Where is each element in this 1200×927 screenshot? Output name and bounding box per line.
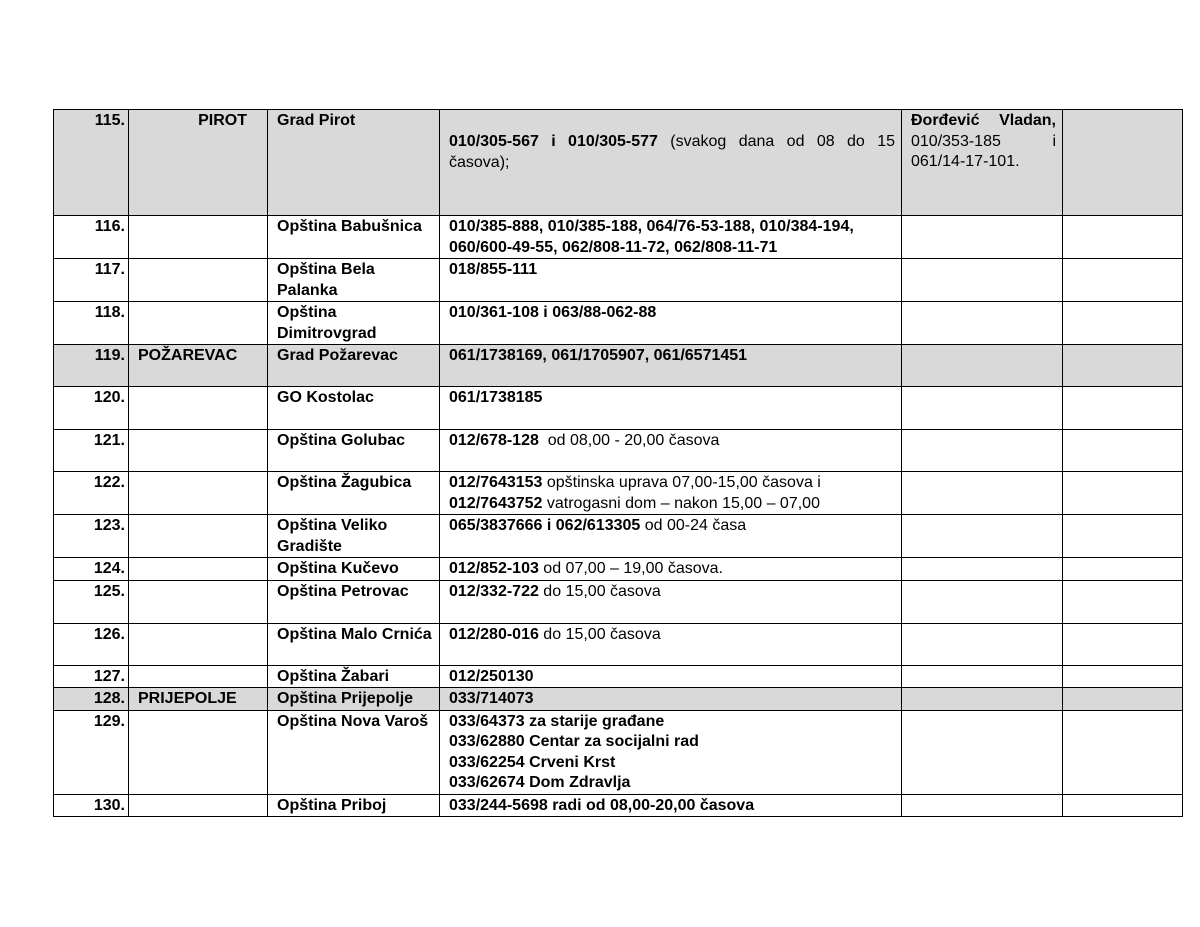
phone-cell [440,623,902,665]
phone-cell [440,665,902,688]
phone-number: 012/7643153 [449,474,543,491]
district-name [129,623,268,665]
phone-number: 061/1738169, 061/1705907, 061/6571451 [449,347,748,364]
phone-number: 012/280-016 [449,625,539,643]
table-row [54,387,1183,430]
district-name [129,302,268,345]
phone-cell [440,794,902,817]
table-row [54,558,1183,581]
contacts-table [53,109,1183,817]
table-row [54,430,1183,472]
empty-cell [1063,515,1183,558]
municipality-name: Opština Prijepolje [268,688,440,711]
phone-note: od 07,00 – 19,00 časova. [538,560,723,577]
phone-number: 010/305-567 i 010/305-577 [449,133,658,150]
row-number: 124. [54,558,129,581]
district-name [129,472,268,515]
phone-cell [440,688,902,711]
municipality-name: Opština Dimitrovgrad [268,302,440,345]
district-name [129,216,268,259]
phone-number: 033/62254 Crveni Krst [449,753,616,771]
empty-cell [902,558,1063,581]
district-name [129,387,268,430]
empty-cell [902,794,1063,817]
contact-person-phone: 010/353-185 i 061/14-17-101. [911,132,1056,170]
phone-cell [440,345,902,387]
table-row [54,216,1183,259]
municipality-name: Grad Pirot [268,110,440,216]
empty-cell [1063,710,1183,794]
empty-cell [902,623,1063,665]
empty-cell [902,345,1063,387]
phone-cell [440,580,902,623]
phone-cell [440,430,902,472]
district-name: PIROT [129,110,268,216]
empty-cell [1063,794,1183,817]
phone-number: 033/64373 za starije građane [449,712,665,730]
phone-number: 061/1738185 [449,389,543,406]
phone-number: 010/385-888, 010/385-188, 064/76-53-188, 010/384-194, 060/600-49-55, 062/808-11-72, 062/808-11-71 [449,218,854,256]
row-number: 129. [54,710,129,794]
empty-cell [1063,688,1183,711]
phone-cell [440,558,902,581]
district-name [129,710,268,794]
empty-cell [1063,302,1183,345]
phone-number: 065/3837666 i 062/613305 [449,517,641,534]
district-name [129,665,268,688]
phone-cell [440,515,902,558]
row-number: 122. [54,472,129,515]
empty-cell [1063,110,1183,216]
phone-note: od 00-24 časa [640,517,747,534]
table-row [54,472,1183,515]
district-name [129,430,268,472]
phone-cell [440,110,902,216]
municipality-name: Opština Žagubica [268,472,440,515]
row-number: 115. [54,110,129,216]
municipality-name: Opština Priboj [268,794,440,817]
row-number: 119. [54,345,129,387]
phone-number: 012/7643752 [449,494,543,512]
phone-note: vatrogasni dom – nakon 15,00 – 07,00 [542,494,820,512]
phone-number: 012/852-103 [449,560,539,577]
row-number: 120. [54,387,129,430]
empty-cell [1063,665,1183,688]
empty-cell [902,430,1063,472]
phone-number: 012/678-128 [449,432,539,449]
empty-cell [902,472,1063,515]
empty-cell [902,259,1063,302]
row-number: 118. [54,302,129,345]
phone-number: 012/250130 [449,667,534,685]
municipality-name: Opština Bela Palanka [268,259,440,302]
municipality-name: Opština Petrovac [268,580,440,623]
empty-cell [902,515,1063,558]
municipality-name: Opština Malo Crnića [268,623,440,665]
table-row [54,515,1183,558]
empty-cell [1063,345,1183,387]
phone-cell [440,472,902,515]
phone-number: 018/855-111 [449,261,538,278]
empty-cell [902,580,1063,623]
phone-note: od 08,00 - 20,00 časova [538,432,720,449]
empty-cell [902,665,1063,688]
municipality-name: GO Kostolac [268,387,440,430]
table-row [54,259,1183,302]
phone-cell [440,302,902,345]
empty-cell [902,387,1063,430]
empty-cell [1063,558,1183,581]
phone-cell [440,710,902,794]
phone-number: 033/62880 Centar za socijalni rad [449,733,699,750]
municipality-name: Opština Nova Varoš [268,710,440,794]
empty-cell [902,302,1063,345]
contact-person-name: Đorđević Vladan, [911,112,1056,129]
table-row [54,688,1183,711]
table-row [54,794,1183,817]
table-row [54,623,1183,665]
phone-cell [440,259,902,302]
row-number: 127. [54,665,129,688]
municipality-name: Opština Veliko Gradište [268,515,440,558]
empty-cell [1063,623,1183,665]
district-name: POŽAREVAC [129,345,268,387]
phone-number: 033/244-5698 radi od 08,00-20,00 časova [449,796,755,814]
empty-cell [1063,216,1183,259]
municipality-name: Opština Kučevo [268,558,440,581]
row-number: 121. [54,430,129,472]
empty-cell [1063,580,1183,623]
phone-number: 033/62674 Dom Zdravlja [449,774,631,791]
empty-cell [1063,259,1183,302]
district-name [129,515,268,558]
row-number: 130. [54,794,129,817]
row-number: 116. [54,216,129,259]
district-name: PRIJEPOLJE [129,688,268,711]
row-number: 125. [54,580,129,623]
empty-cell [1063,387,1183,430]
phone-cell [440,216,902,259]
table-row [54,710,1183,794]
phone-note: do 15,00 časova [538,625,661,643]
table-row [54,345,1183,387]
district-name [129,558,268,581]
district-name [129,259,268,302]
phone-number: 012/332-722 [449,582,539,600]
row-number: 117. [54,259,129,302]
row-number: 128. [54,688,129,711]
table-row [54,302,1183,345]
municipality-name: Opština Žabari [268,665,440,688]
phone-cell [440,387,902,430]
phone-number: 010/361-108 i 063/88-062-88 [449,304,657,321]
contact-person-cell [902,110,1063,216]
phone-number: 033/714073 [449,690,534,707]
empty-cell [902,710,1063,794]
district-name [129,794,268,817]
empty-cell [1063,472,1183,515]
empty-cell [902,216,1063,259]
phone-note: (svakog dana od 08 do 15 časova); [449,133,895,171]
municipality-name: Opština Golubac [268,430,440,472]
table-row [54,110,1183,216]
municipality-name: Grad Požarevac [268,345,440,387]
phone-note: opštinska uprava 07,00-15,00 časova i [542,474,821,491]
row-number: 123. [54,515,129,558]
municipality-name: Opština Babušnica [268,216,440,259]
empty-cell [902,688,1063,711]
phone-note: do 15,00 časova [538,582,661,600]
empty-cell [1063,430,1183,472]
table-row [54,580,1183,623]
table-row [54,665,1183,688]
district-name [129,580,268,623]
row-number: 126. [54,623,129,665]
